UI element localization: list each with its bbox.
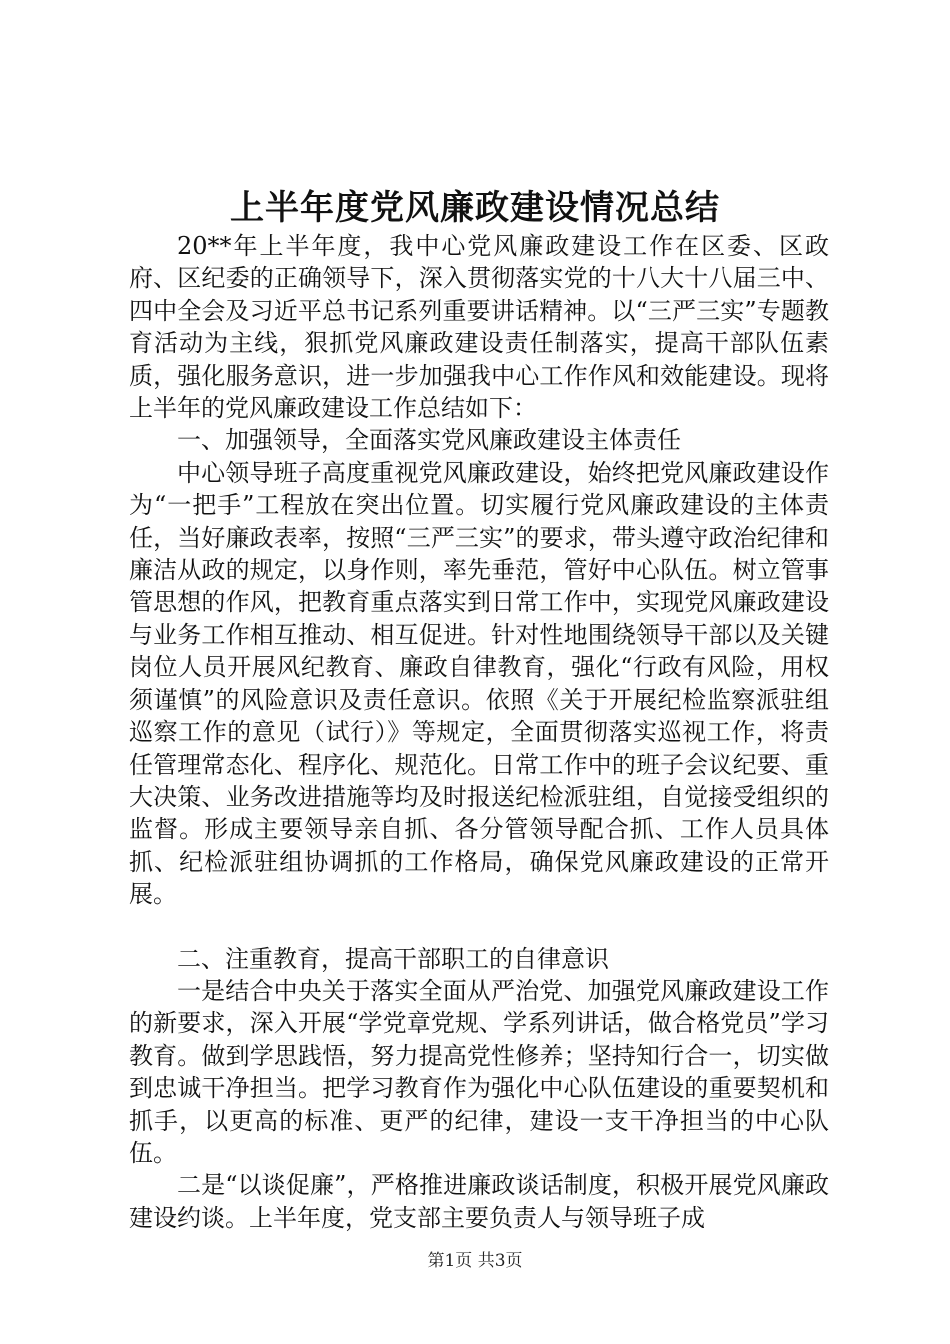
section-2-paragraph-2: 二是“以谈促廉”，严格推进廉政谈话制度，积极开展党风廉政建设约谈。上半年度，党支部主要负责人与领导班子成 <box>129 1171 829 1232</box>
document-body <box>129 230 829 1234</box>
section-1-paragraph: 中心领导班子高度重视党风廉政建设，始终把党风廉政建设作为“一把手”工程放在突出位置。切实履行党风廉政建设的主体责任，当好廉政表率，按照“三严三实”的要求，带头遵守政治纪律和廉洁从政的规定，以身作则，率先垂范，管好中心队伍。树立管事管思想的作风，把教育重点落实到日常工作中，实现党风廉政建设与业务工作相互推动、相互促进。针对性地围绕领导干部以及关键岗位人员开展风纪教育、廉政自律教育，强化“行政有风险，用权须谨慎”的风险意识及责任意识。依照《关于开展纪检监察派驻组巡察工作的意见（试行）》等规定，全面贯彻落实巡视工作，将责任管理常态化、程序化、规范化。日常工作中的班子会议纪要、重大决策、业务改进措施等均及时报送纪检派驻组，自觉接受组织的监督。形成主要领导亲自抓、各分管领导配合抓、工作人员具体抓、纪检派驻组协调抓的工作格局，确保党风廉政建设的正常开展。 <box>129 458 829 909</box>
section-2-paragraph-1: 一是结合中央关于落实全面从严治党、加强党风廉政建设工作的新要求，深入开展“学党章党规、学系列讲话，做合格党员”学习教育。做到学思践悟，努力提高党性修养；坚持知行合一，切实做到忠诚干净担当。把学习教育作为强化中心队伍建设的重要契机和抓手，以更高的标准、更严的纪律，建设一支干净担当的中心队伍。 <box>129 976 829 1167</box>
document-title: 上半年度党风廉政建设情况总结 <box>230 188 720 228</box>
intro-paragraph: 20**年上半年度，我中心党风廉政建设工作在区委、区政府、区纪委的正确领导下，深入贯彻落实党的十八大十八届三中、四中全会及习近平总书记系列重要讲话精神。以“三严三实”专题教育活动为主线，狠抓党风廉政建设责任制落实，提高干部队伍素质，强化服务意识，进一步加强我中心工作作风和效能建设。现将上半年的党风廉政建设工作总结如下： <box>129 232 829 423</box>
section-heading-1: 一、加强领导，全面落实党风廉政建设主体责任 <box>177 426 681 455</box>
page-footer: 第1页 共3页 <box>427 1251 523 1271</box>
section-heading-2: 二、注重教育，提高干部职工的自律意识 <box>177 944 609 973</box>
